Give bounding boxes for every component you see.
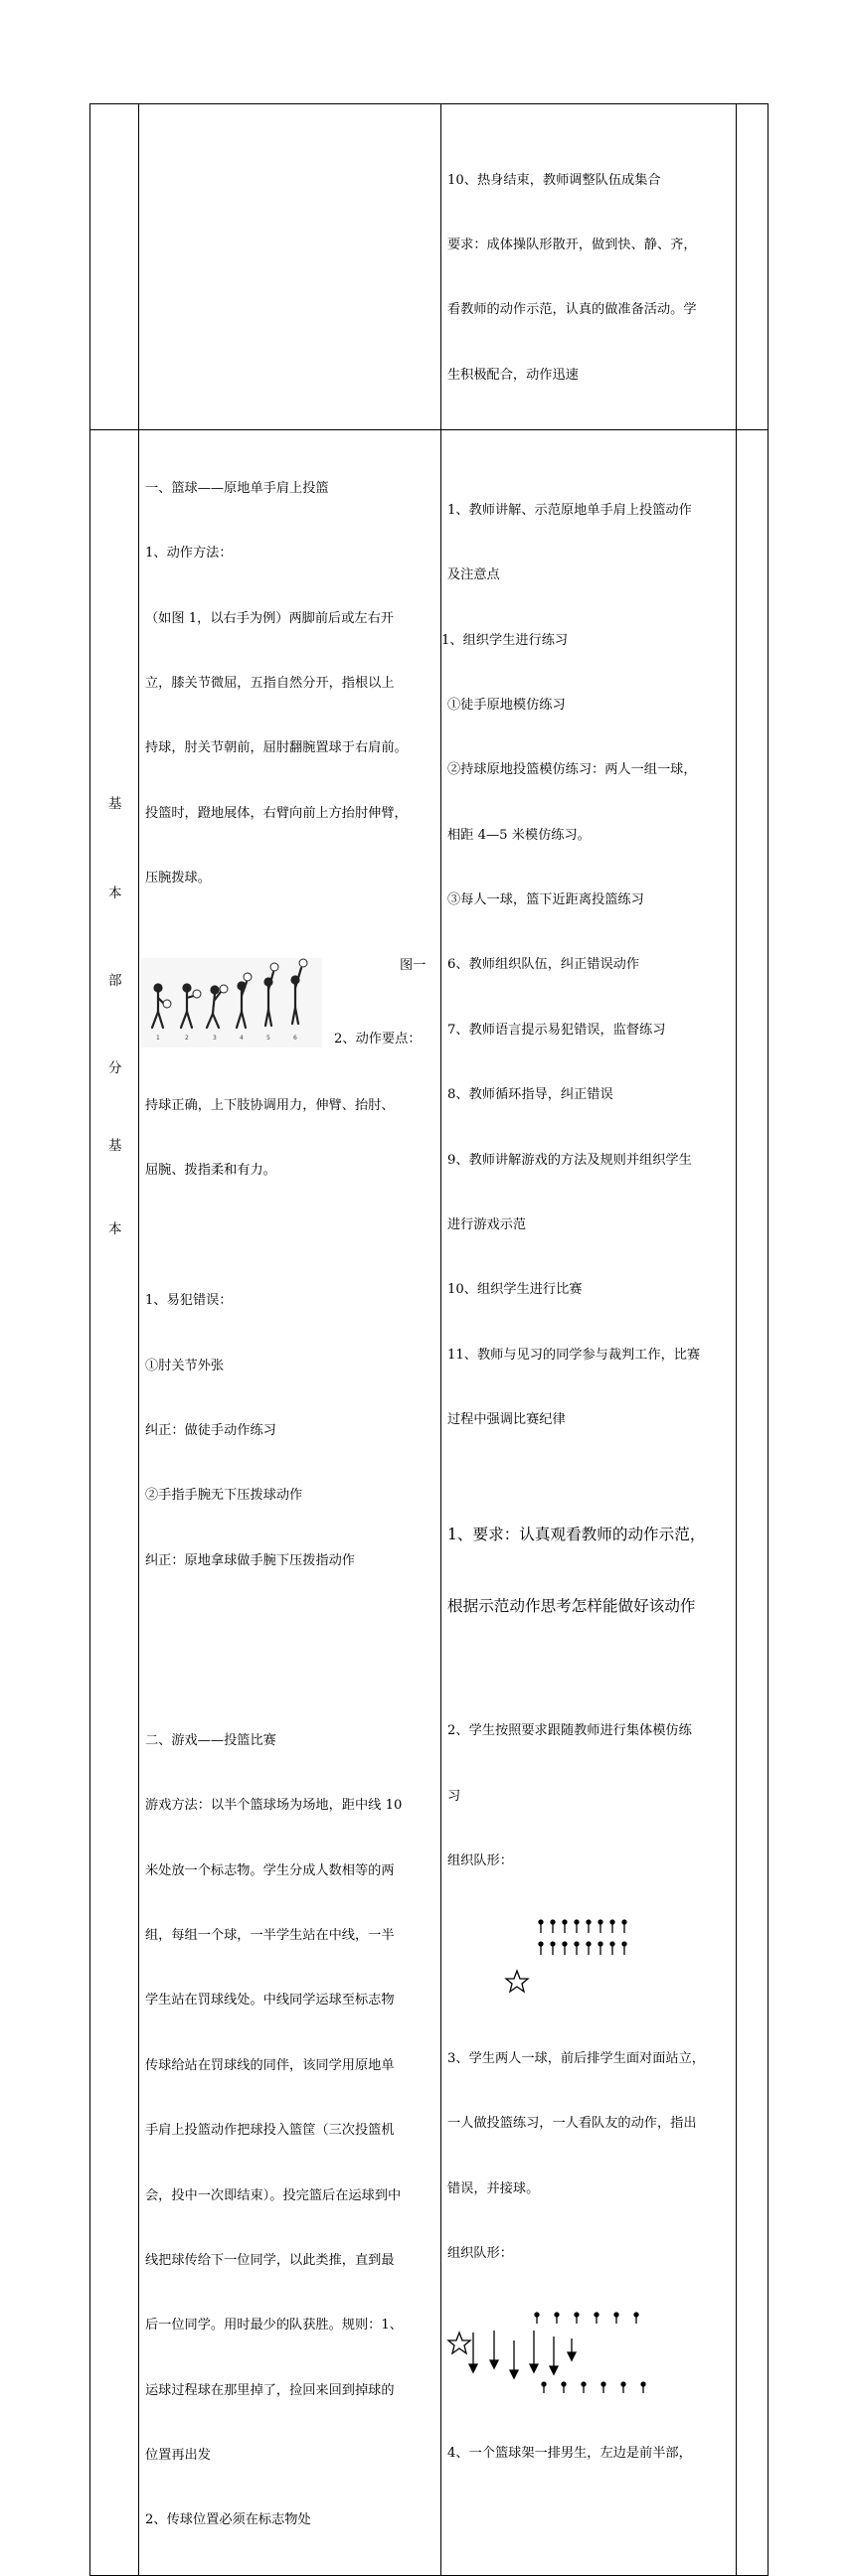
section-heading: 一、篮球——原地单手肩上投篮 xyxy=(145,480,329,496)
notes-cell xyxy=(737,104,769,430)
section-label-char: 基 xyxy=(108,796,122,813)
text-line: 9、教师讲解游戏的方法及规则并组织学生 xyxy=(447,1152,692,1168)
content-cell xyxy=(139,430,441,2576)
organization-cell xyxy=(441,104,737,430)
text-line: 持球正确，上下肢协调用力，伸臂、抬肘、 xyxy=(145,1098,395,1114)
text-line: 手肩上投篮动作把球投入篮筐（三次投篮机 xyxy=(145,2123,395,2139)
text-line: ③每人一球，篮下近距离投篮练习 xyxy=(447,892,644,908)
section-label-char: 分 xyxy=(108,1060,122,1077)
technique-content xyxy=(139,1051,440,1615)
text-line: 2、学生按照要求跟随教师进行集体模仿练 xyxy=(447,1723,692,1739)
text-line: （如图 1，以右手为例）两脚前后或左右开 xyxy=(145,610,394,626)
organization-cell xyxy=(441,430,737,2576)
text-line: 10、组织学生进行比赛 xyxy=(447,1282,583,1298)
figure-number: 4 xyxy=(240,1035,244,1043)
text-line: 要求：成体操队形散开，做到快、静、齐， xyxy=(447,237,697,252)
lesson-plan-table xyxy=(89,103,769,2576)
text-line: 屈腕、拨指柔和有力。 xyxy=(145,1163,276,1179)
text-line: 米处放一个标志物。学生分成人数相等的两 xyxy=(145,1862,395,1878)
subheading: 1、动作方法： xyxy=(145,546,233,562)
text-line: 6、教师组织队伍，纠正错误动作 xyxy=(447,957,640,973)
text-line: 学生站在罚球线处。中线同学运球至标志物 xyxy=(145,1993,395,2009)
text-line: 进行游戏示范 xyxy=(447,1217,527,1233)
text-line: ①肘关节外张 xyxy=(145,1358,225,1373)
student-row-1 xyxy=(539,1920,626,1933)
text-line: 错误，并接球。 xyxy=(447,2180,540,2196)
organization-steps xyxy=(441,430,736,1474)
shooting-sequence-image xyxy=(141,958,322,1047)
text-line: 立，膝关节微屈，五指自然分开，指根以上 xyxy=(145,675,395,691)
pair-practice-text xyxy=(441,2005,736,2308)
text-line: 后一位同学。用时最少的队获胜。规则：1、 xyxy=(145,2318,403,2334)
text-line: 组织队形： xyxy=(447,1852,513,1868)
section-label-char: 基 xyxy=(108,1138,122,1155)
student-row-top xyxy=(535,2313,638,2324)
text-line: 纠正：做徒手动作练习 xyxy=(145,1423,276,1439)
text-line: 过程中强调比赛纪律 xyxy=(447,1412,566,1428)
text-line: 组，每组一个球，一半学生站在中线，一半 xyxy=(145,1927,395,1943)
figure-caption: 图一 xyxy=(400,958,427,974)
text-line: 8、教师循环指导，纠正错误 xyxy=(447,1087,613,1103)
text-line: 4、一个篮球架一排男生，左边是前半部， xyxy=(447,2446,692,2462)
requirement-text xyxy=(441,1475,736,1666)
subheading: 2、动作要点： xyxy=(334,1032,422,1047)
text-line: 7、教师语言提示易犯错误，监督练习 xyxy=(447,1022,666,1038)
text-line: 组织队形： xyxy=(447,2246,513,2262)
formation-diagram-1 xyxy=(441,1915,736,2005)
basic-part-row xyxy=(90,430,769,2576)
teacher-star-icon xyxy=(506,1971,528,1992)
hoop-arrangement-text xyxy=(441,2400,736,2508)
text-line: 3、学生两人一球，前后排学生面对面站立， xyxy=(447,2050,705,2066)
text-line: ②持球原地投篮模仿练习：两人一组一球， xyxy=(447,762,697,778)
text-line: 生积极配合，动作迅速 xyxy=(447,367,579,383)
figure-number: 1 xyxy=(156,1035,160,1043)
formation-2-image xyxy=(441,2309,736,2400)
blank-line xyxy=(145,1225,440,1247)
text-line: 会，投中一次即结束）。投完篮后在运球到中 xyxy=(145,2187,402,2203)
basketball-content xyxy=(139,430,440,932)
text-line: 1、组织学生进行练习 xyxy=(441,632,569,648)
text-line: ②手指手腕无下压拨球动作 xyxy=(145,1488,303,1504)
text-line: 1、教师讲解、示范原地单手肩上投篮动作 xyxy=(447,502,692,518)
text-line: 看教师的动作示范，认真的做准备活动。学 xyxy=(447,302,697,318)
warmup-row xyxy=(90,104,769,430)
text-line: 位置再出发 xyxy=(145,2448,211,2464)
figure-number: 6 xyxy=(293,1035,297,1043)
notes-cell xyxy=(737,430,769,2576)
text-line: 1、要求：认真观看教师的动作示范， xyxy=(447,1525,706,1543)
subheading: 1、易犯错误： xyxy=(145,1293,233,1309)
section-heading: 二、游戏——投篮比赛 xyxy=(145,1732,276,1748)
student-row-2 xyxy=(539,1942,626,1955)
section-label-char: 部 xyxy=(108,973,122,990)
text-line: 习 xyxy=(447,1788,461,1804)
section-label-char: 本 xyxy=(108,886,122,902)
text-line: 相距 4—5 米模仿练习。 xyxy=(447,827,591,843)
text-line: 游戏方法：以半个篮球场为场地，距中线 10 xyxy=(145,1798,403,1814)
section-cell xyxy=(90,104,139,430)
text-line: 2、传球位置必须在标志物处 xyxy=(145,2512,311,2528)
text-line: 传球给站在罚球线的同伴，该同学用原地单 xyxy=(145,2057,395,2073)
shooting-figure xyxy=(139,954,440,1051)
figure-number: 3 xyxy=(213,1035,217,1043)
practice-text xyxy=(441,1666,736,1916)
figure-number: 5 xyxy=(266,1035,270,1043)
section-label-char: 本 xyxy=(108,1221,122,1238)
text-line: 纠正：原地拿球做手腕下压拨指动作 xyxy=(145,1552,355,1568)
text-line: ①徒手原地模仿练习 xyxy=(447,697,566,713)
text-line: 投篮时，蹬地展体，右臂向前上方抬肘伸臂， xyxy=(145,805,408,821)
text-line: 压腕拨球。 xyxy=(145,871,211,886)
content-cell xyxy=(139,104,441,430)
formation-diagram-2 xyxy=(441,2309,736,2400)
teacher-star-icon xyxy=(448,2333,470,2353)
text-line: 11、教师与见习的同学参与裁判工作，比赛 xyxy=(447,1347,701,1363)
text-line: 持球，肘关节朝前，屈肘翻腕置球于右肩前。 xyxy=(145,740,408,756)
warmup-text xyxy=(441,104,736,429)
student-row-bottom xyxy=(542,2382,645,2393)
text-line: 线把球传给下一位同学，以此类推，直到最 xyxy=(145,2252,395,2268)
text-line: 运球过程球在那里掉了，捡回来回到掉球的 xyxy=(145,2382,395,2398)
section-label-cell xyxy=(90,430,139,2576)
formation-1-image xyxy=(441,1915,736,2005)
game-content xyxy=(139,1615,440,2575)
text-line: 根据示范动作思考怎样能做好该动作 xyxy=(447,1596,696,1615)
shot-arrows xyxy=(469,2331,576,2378)
figure-number: 2 xyxy=(185,1035,189,1043)
text-line: 及注意点 xyxy=(447,567,500,583)
text-line: 10、热身结束，教师调整队伍成集合 xyxy=(447,172,661,188)
text-line: 一人做投篮练习，一人看队友的动作，指出 xyxy=(447,2116,697,2132)
